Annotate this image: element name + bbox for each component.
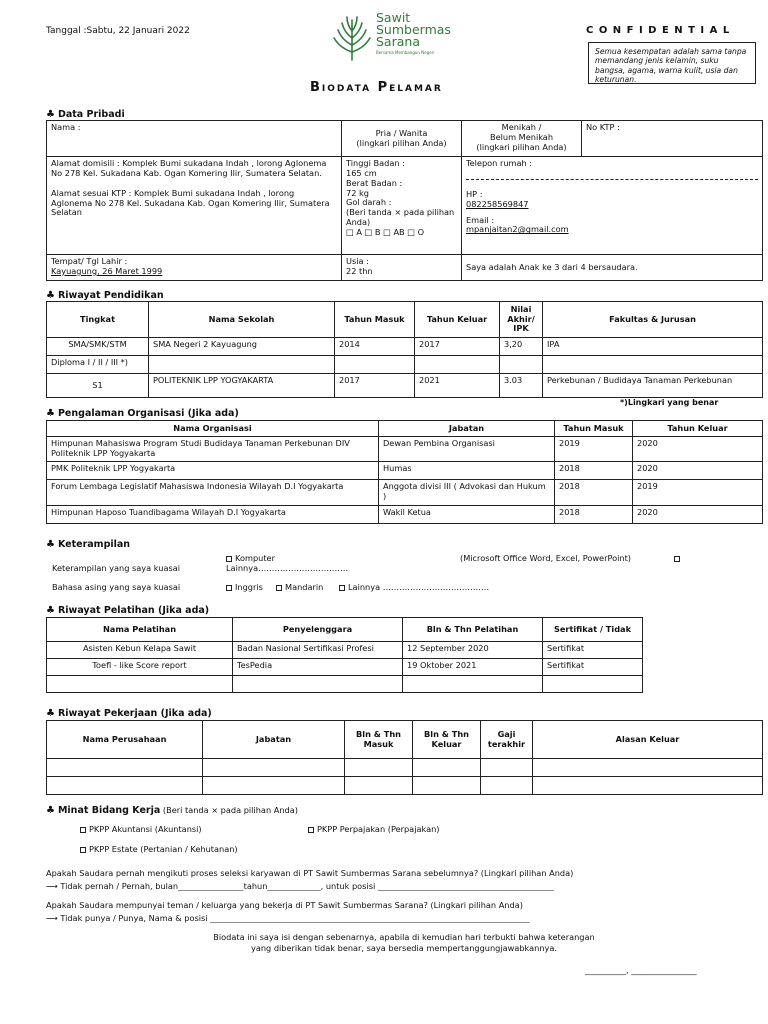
ktp-cell[interactable]: [582, 121, 763, 157]
work-cell[interactable]: [533, 777, 763, 795]
checkbox-icon[interactable]: [226, 585, 232, 591]
training-cell[interactable]: [543, 676, 643, 693]
minat-label: PKPP Perpajakan (Perpajakan): [317, 824, 440, 834]
email-value[interactable]: mpanjaitan2@gmail.com: [466, 224, 569, 235]
palm-leaf-icon: [330, 12, 374, 62]
org-cell[interactable]: 2018: [555, 505, 633, 523]
ttl-cell[interactable]: [47, 255, 342, 281]
checkbox-icon[interactable]: [80, 827, 86, 833]
section-label: Riwayat Pendidikan: [57, 290, 164, 301]
gol-note: (Beri tanda × pada pilihan Anda): [346, 207, 455, 228]
org-header: Tahun Keluar: [633, 421, 763, 437]
club-icon: ♣: [46, 539, 55, 550]
work-header: Bln & Thn Keluar: [413, 721, 481, 759]
lang-label: Mandarin: [285, 582, 324, 592]
company-logo: [330, 10, 500, 70]
ttl-value: Kayuagung, 26 Maret 1999: [51, 265, 163, 276]
edu-header: Tingkat: [47, 302, 149, 338]
training-header: Sertifikat / Tidak: [543, 618, 643, 642]
table-row: [47, 338, 763, 356]
section-pekerjaan: [46, 708, 212, 721]
section-pelatihan: [46, 605, 209, 618]
checkbox-icon[interactable]: [276, 585, 282, 591]
work-cell[interactable]: [481, 759, 533, 777]
section-minat: [46, 805, 298, 818]
org-header: Jabatan: [379, 421, 555, 437]
org-cell[interactable]: 2020: [633, 505, 763, 523]
edu-cell[interactable]: 2014: [335, 338, 415, 356]
org-cell[interactable]: Humas: [379, 461, 555, 479]
org-cell[interactable]: Wakil Ketua: [379, 505, 555, 523]
minat-label: PKPP Estate (Pertanian / Kehutanan): [89, 844, 238, 854]
section-label: Riwayat Pekerjaan (Jika ada): [57, 708, 212, 719]
edu-cell[interactable]: [415, 356, 500, 374]
tinggi-value: 165 cm: [346, 167, 377, 178]
komputer-label: Komputer: [235, 553, 275, 563]
training-cell[interactable]: 12 September 2020: [403, 642, 543, 659]
org-cell[interactable]: 2019: [633, 479, 763, 505]
edu-cell[interactable]: IPA: [543, 338, 763, 356]
table-row: [47, 461, 763, 479]
edu-cell[interactable]: SMA Negeri 2 Kayuagung: [149, 338, 335, 356]
gol-label: Gol darah :: [346, 197, 392, 208]
confidential-label: C O N F I D E N T I A L: [586, 25, 731, 36]
work-cell[interactable]: [481, 777, 533, 795]
section-organisasi: [46, 408, 239, 421]
lainnya-option[interactable]: Lainnya……………………………: [226, 563, 349, 573]
minat-option-estate[interactable]: [80, 844, 238, 854]
lang-option-mandarin[interactable]: [276, 582, 323, 592]
ttl-label: Tempat/ Tgl Lahir :: [51, 256, 128, 266]
ktp-label: No KTP :: [586, 122, 620, 132]
table-row: [47, 479, 763, 505]
personal-data-table: [46, 120, 763, 281]
answer-relasi[interactable]: ⟶ Tidak punya / Punya, Nama & posisi ______________________________________________________________________________: [46, 913, 530, 923]
signature-line[interactable]: __________, ________________: [585, 965, 697, 975]
komputer-option[interactable]: [226, 553, 275, 563]
answer-seleksi[interactable]: ⟶ Tidak pernah / Pernah, bulan________________tahun_____________, untuk posisi ___________________________________________: [46, 881, 554, 891]
minat-option-perpajakan[interactable]: [308, 824, 440, 834]
org-header: Nama Organisasi: [47, 421, 379, 437]
anak-value: Saya adalah Anak ke 3 dari 4 bersaudara.: [466, 261, 638, 272]
edu-cell[interactable]: [543, 356, 763, 374]
work-cell[interactable]: [533, 759, 763, 777]
training-cell[interactable]: [47, 676, 233, 693]
logo-line-2: Sumbermas: [376, 22, 451, 37]
training-cell[interactable]: [403, 676, 543, 693]
berat-label: Berat Badan :: [346, 177, 403, 188]
work-cell[interactable]: [203, 777, 345, 795]
lang-label: Inggris: [235, 582, 263, 592]
section-label: Data Pribadi: [57, 109, 125, 120]
berat-value: 72 kg: [346, 187, 369, 198]
anak-cell[interactable]: [462, 255, 763, 281]
marital-option-1: Menikah /: [501, 122, 542, 132]
org-cell[interactable]: 2018: [555, 479, 633, 505]
skill-label: Keterampilan yang saya kuasai: [52, 563, 181, 573]
edu-header: Nilai Akhir/ IPK: [500, 302, 543, 338]
work-header: Jabatan: [203, 721, 345, 759]
declaration-line-2: yang diberikan tidak benar, saya bersedia mempertanggungjawabkannya.: [250, 943, 558, 953]
club-icon: ♣: [46, 605, 55, 616]
work-cell[interactable]: [47, 759, 203, 777]
edu-cell[interactable]: 3,20: [500, 338, 543, 356]
edu-cell: Diploma I / II / III *): [47, 356, 149, 374]
edu-cell: S1: [47, 374, 149, 398]
extra-checkbox[interactable]: [674, 553, 683, 563]
training-header: Penyelenggara: [233, 618, 403, 642]
tinggi-label: Tinggi Badan :: [346, 158, 405, 168]
hp-label: HP :: [466, 188, 483, 199]
checkbox-icon[interactable]: [226, 556, 232, 562]
fisik-cell[interactable]: [342, 157, 462, 255]
club-icon: ♣: [46, 805, 55, 816]
work-header: Alasan Keluar: [533, 721, 763, 759]
training-cell[interactable]: [233, 676, 403, 693]
training-cell[interactable]: Sertifikat: [543, 642, 643, 659]
training-table: [46, 617, 643, 693]
work-cell[interactable]: [47, 777, 203, 795]
org-cell[interactable]: 2019: [555, 437, 633, 462]
gender-options: Pria / Wanita: [375, 127, 428, 138]
club-icon: ♣: [46, 290, 55, 301]
alamat-domisili: Alamat domisili : Komplek Bumi sukadana Indah , lorong Aglonema No 278 Kel. Sukadana Kab. Ogan Komering Ilir, Sumatera Selatan.: [51, 158, 327, 178]
org-cell[interactable]: Anggota divisi III ( Advokasi dan Hukum ): [379, 479, 555, 505]
lang-label: Lainnya …………………………………: [348, 582, 490, 592]
edu-cell[interactable]: 2017: [415, 338, 500, 356]
kontak-cell[interactable]: [462, 157, 763, 255]
training-cell[interactable]: Badan Nasional Sertifikasi Profesi: [233, 642, 403, 659]
work-cell[interactable]: [413, 759, 481, 777]
section-label: Minat Bidang Kerja: [57, 805, 161, 816]
edu-cell[interactable]: 3.03: [500, 374, 543, 398]
logo-line-1: Sawit: [376, 10, 411, 25]
alamat-ktp: Alamat sesuai KTP : Komplek Bumi sukadana Indah , lorong Aglonema No 278 Kel. Sukadana Kab. Ogan Komering Ilir, Sumatera Selatan: [51, 187, 330, 218]
question-seleksi: Apakah Saudara pernah mengikuti proses seleksi karyawan di PT Sawit Sumbermas Sarana sebelumnya? (Lingkari pilihan Anda): [46, 868, 574, 878]
marital-option-2: Belum Menikah: [489, 131, 554, 142]
table-row: [47, 374, 763, 398]
declaration-line-1: Biodata ini saya isi dengan sebenarnya, apabila di kemudian hari terbukti bahwa keterangan: [213, 932, 595, 942]
edu-cell: SMA/SMK/STM: [47, 338, 149, 356]
lang-option-lainnya[interactable]: [339, 582, 489, 592]
org-cell[interactable]: Dewan Pembina Organisasi: [379, 437, 555, 462]
section-label: Keterampilan: [57, 539, 131, 550]
work-cell[interactable]: [413, 777, 481, 795]
table-row: [47, 437, 763, 462]
section-keterampilan: [46, 539, 130, 552]
equal-opportunity-notice: Semua kesempatan adalah sama tanpa memandang jenis kelamin, suku bangsa, agama, warna kulit, usia dan keturunan.: [588, 42, 756, 84]
work-cell[interactable]: [345, 759, 413, 777]
work-cell[interactable]: [345, 777, 413, 795]
usia-value: 22 thn: [346, 265, 373, 276]
org-cell[interactable]: Forum Lembaga Legislatif Mahasiswa Indonesia Wilayah D.I Yogyakarta: [47, 479, 379, 505]
table-row: [47, 659, 643, 676]
gender-cell[interactable]: [342, 121, 462, 157]
table-row: [47, 759, 763, 777]
date-label: Tanggal :Sabtu, 22 Januari 2022: [46, 26, 190, 36]
nama-label: Nama :: [51, 122, 81, 132]
training-cell[interactable]: 19 Oktober 2021: [403, 659, 543, 676]
training-header: Nama Pelatihan: [47, 618, 233, 642]
usia-cell[interactable]: [342, 255, 462, 281]
lang-option-inggris[interactable]: [226, 582, 263, 592]
edu-cell[interactable]: [335, 356, 415, 374]
table-row: [47, 356, 763, 374]
email-label: Email :: [466, 214, 495, 225]
logo-line-3: Sarana: [376, 34, 420, 49]
org-cell[interactable]: Himpunan Haposo Tuandibagama Wilayah D.I Yogyakarta: [47, 505, 379, 523]
club-icon: ♣: [46, 408, 55, 419]
checkbox-icon[interactable]: [80, 847, 86, 853]
work-table: [46, 720, 763, 795]
edu-footnote: *)Lingkari yang benar: [620, 398, 719, 407]
gol-options[interactable]: □ A □ B □ AB □ O: [346, 226, 425, 237]
work-cell[interactable]: [203, 759, 345, 777]
work-header: Nama Perusahaan: [47, 721, 203, 759]
org-cell[interactable]: PMK Politeknik LPP Yogyakarta: [47, 461, 379, 479]
checkbox-icon[interactable]: [339, 585, 345, 591]
org-header: Tahun Masuk: [555, 421, 633, 437]
edu-header: Nama Sekolah: [149, 302, 335, 338]
alamat-cell[interactable]: [47, 157, 342, 255]
edu-cell[interactable]: [149, 356, 335, 374]
marital-note: (lingkari pilihan Anda): [476, 141, 567, 152]
edu-cell[interactable]: Perkebunan / Budidaya Tanaman Perkebunan: [543, 374, 763, 398]
usia-label: Usia :: [346, 256, 369, 266]
telp-label: Telepon rumah :: [466, 158, 533, 168]
marital-cell[interactable]: [462, 121, 582, 157]
section-label: Pengalaman Organisasi (Jika ada): [57, 408, 239, 419]
training-cell[interactable]: Asisten Kebun Kelapa Sawit: [47, 642, 233, 659]
edu-header: Tahun Masuk: [335, 302, 415, 338]
org-cell[interactable]: 2020: [633, 437, 763, 462]
telp-line: [466, 179, 758, 180]
organization-table: [46, 420, 763, 524]
org-cell[interactable]: Himpunan Mahasiswa Program Studi Budidaya Tanaman Perkebunan DIV Politeknik LPP Yogyakarta: [47, 437, 379, 462]
hp-value: 082258569847: [466, 198, 529, 209]
section-label: Riwayat Pelatihan (Jika ada): [57, 605, 210, 616]
logo-text: [376, 12, 451, 48]
page-title: Biodata Pelamar: [310, 80, 443, 95]
komputer-detail: (Microsoft Office Word, Excel, PowerPoint): [460, 553, 631, 563]
table-row: [47, 777, 763, 795]
logo-tagline: Bersama Membangun Negeri: [376, 50, 435, 55]
org-cell[interactable]: 2020: [633, 461, 763, 479]
checkbox-icon[interactable]: [674, 556, 680, 562]
table-row: [47, 505, 763, 523]
training-header: Bln & Thn Pelatihan: [403, 618, 543, 642]
edu-header: Tahun Keluar: [415, 302, 500, 338]
edu-cell[interactable]: POLITEKNIK LPP YOGYAKARTA: [149, 374, 335, 398]
minat-label: PKPP Akuntansi (Akuntansi): [89, 824, 202, 834]
gender-note: (lingkari pilihan Anda): [356, 137, 447, 148]
work-header: Gaji terakhir: [481, 721, 533, 759]
language-label: Bahasa asing yang saya kuasai: [52, 582, 181, 592]
minat-option-akuntansi[interactable]: [80, 824, 202, 834]
table-row: [47, 642, 643, 659]
question-relasi: Apakah Saudara mempunyai teman / keluarga yang bekerja di PT Sawit Sumbermas Sarana? (Lingkari pilihan Anda): [46, 900, 523, 910]
club-icon: ♣: [46, 708, 55, 719]
edu-cell[interactable]: 2017: [335, 374, 415, 398]
work-header: Bln & Thn Masuk: [345, 721, 413, 759]
org-cell[interactable]: 2018: [555, 461, 633, 479]
table-row: [47, 676, 643, 693]
edu-cell[interactable]: 2021: [415, 374, 500, 398]
training-cell[interactable]: TesPedia: [233, 659, 403, 676]
education-table: [46, 301, 763, 398]
nama-cell[interactable]: [47, 121, 342, 157]
checkbox-icon[interactable]: [308, 827, 314, 833]
edu-header: Fakultas & Jurusan: [543, 302, 763, 338]
minat-note: (Beri tanda × pada pilihan Anda): [162, 805, 298, 815]
training-cell[interactable]: Toefl - like Score report: [47, 659, 233, 676]
club-icon: ♣: [46, 109, 55, 120]
edu-cell[interactable]: [500, 356, 543, 374]
training-cell[interactable]: Sertifikat: [543, 659, 643, 676]
